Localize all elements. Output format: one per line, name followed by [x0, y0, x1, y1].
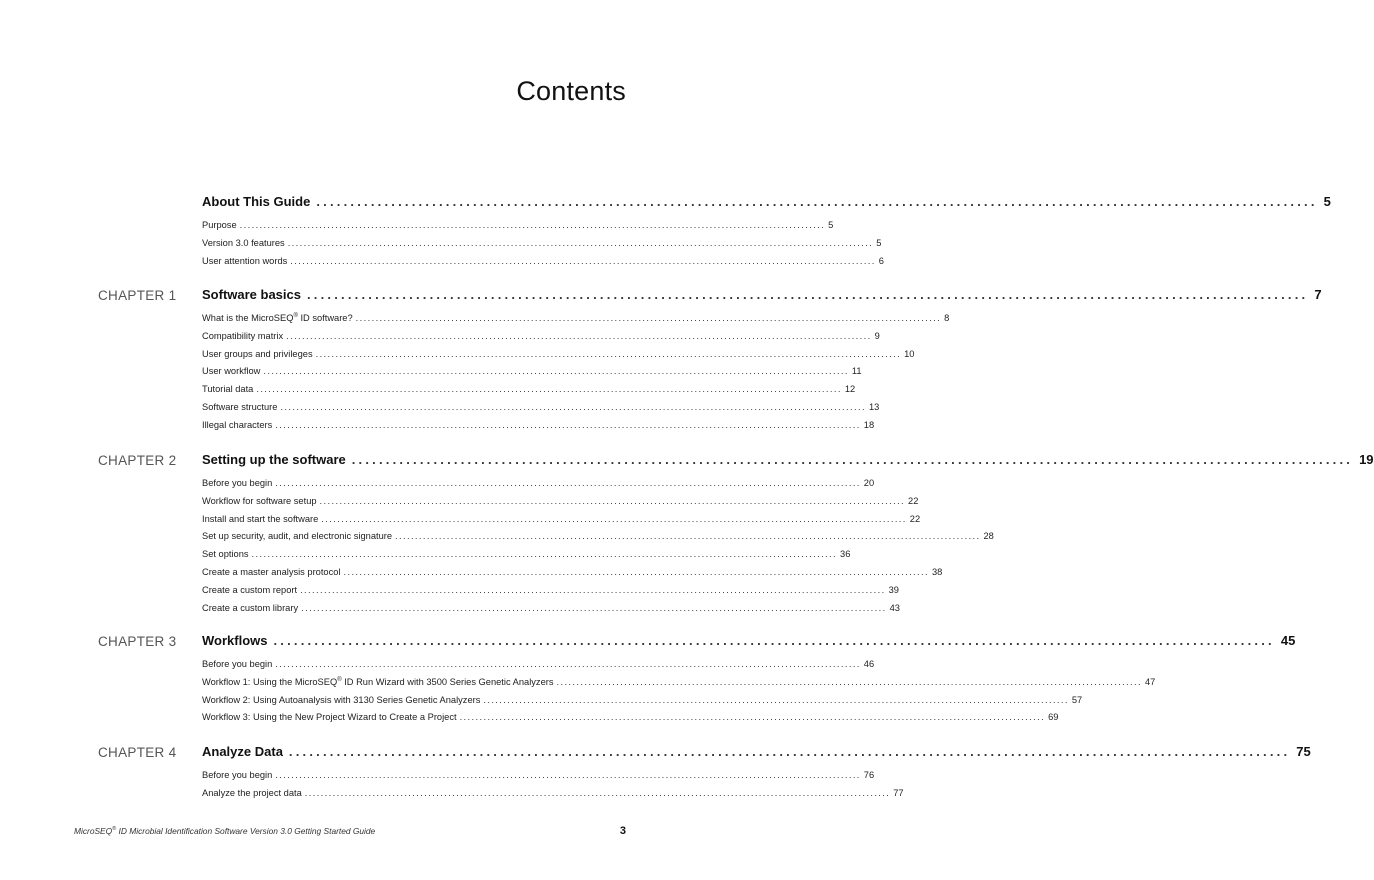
- entry-page-number: 8: [944, 313, 950, 324]
- toc-entry[interactable]: [202, 237, 882, 248]
- section-page-number: 19: [1359, 452, 1374, 467]
- dot-leader: ...................................................................................................................................................: [288, 744, 1291, 759]
- toc-entry[interactable]: [202, 584, 899, 595]
- dot-leader: ...................................................................................................................................................: [273, 633, 1275, 648]
- dot-leader: ...................................................................................................................................................: [355, 313, 942, 324]
- entry-title: User workflow: [202, 366, 261, 377]
- toc-entry[interactable]: [202, 513, 921, 524]
- dot-leader: ...................................................................................................................................................: [556, 676, 1142, 687]
- dot-leader: ...................................................................................................................................................: [286, 330, 872, 341]
- dot-leader: ...................................................................................................................................................: [275, 419, 861, 430]
- dot-leader: ...................................................................................................................................................: [280, 402, 866, 412]
- entry-page-number: 38: [931, 567, 943, 577]
- entry-page-number: 77: [893, 787, 904, 798]
- entry-title: Workflow for software setup: [202, 495, 317, 506]
- dot-leader: ...................................................................................................................................................: [395, 531, 981, 542]
- chapter-label: CHAPTER 1: [98, 288, 177, 303]
- toc-section-heading[interactable]: [202, 744, 1311, 759]
- toc-entry[interactable]: [202, 366, 862, 377]
- toc-entry[interactable]: [202, 419, 875, 430]
- entry-title: Purpose: [202, 220, 237, 230]
- entry-page-number: 5: [876, 237, 882, 248]
- entry-page-number: 57: [1071, 694, 1083, 705]
- entry-title: Workflow 3: Using the New Project Wizard to Create a Project: [202, 712, 457, 723]
- dot-leader: ...................................................................................................................................................: [343, 567, 929, 577]
- dot-leader: ...................................................................................................................................................: [263, 366, 849, 377]
- toc-entry[interactable]: [202, 567, 943, 577]
- chapter-label: CHAPTER 2: [98, 453, 177, 468]
- dot-leader: ...................................................................................................................................................: [315, 348, 902, 359]
- entry-page-number: 13: [868, 402, 880, 412]
- entry-page-number: 43: [889, 602, 900, 613]
- toc-entry[interactable]: [202, 659, 875, 669]
- entry-page-number: 22: [909, 513, 921, 524]
- entry-title: Illegal characters: [202, 419, 273, 430]
- entry-title: Install and start the software: [202, 513, 319, 524]
- entry-page-number: 76: [863, 770, 875, 780]
- entry-page-number: 9: [874, 330, 880, 341]
- page-title: Contents: [516, 76, 626, 106]
- toc-entry[interactable]: [202, 220, 834, 230]
- footer-text: MicroSEQ® ID Microbial Identification Software Version 3.0 Getting Started Guide: [74, 826, 376, 836]
- section-page-number: 5: [1323, 194, 1331, 209]
- dot-leader: ...................................................................................................................................................: [301, 602, 887, 613]
- entry-page-number: 46: [863, 659, 875, 669]
- entry-title: Set up security, audit, and electronic signature: [202, 531, 393, 542]
- toc-entry[interactable]: [202, 694, 1083, 705]
- dot-leader: ...................................................................................................................................................: [275, 659, 861, 669]
- entry-page-number: 5: [828, 220, 834, 230]
- entry-title: Analyze the project data: [202, 787, 302, 798]
- entry-page-number: 69: [1048, 712, 1059, 723]
- section-title: Workflows: [202, 633, 268, 648]
- entry-title: Before you begin: [202, 770, 273, 780]
- section-title: Analyze Data: [202, 744, 283, 759]
- entry-title: User attention words: [202, 255, 288, 266]
- section-title: About This Guide: [202, 194, 311, 209]
- toc-entry[interactable]: [202, 676, 1156, 687]
- entry-page-number: 11: [851, 366, 862, 377]
- entry-page-number: 28: [983, 531, 994, 542]
- dot-leader: ...................................................................................................................................................: [287, 237, 874, 248]
- dot-leader: ...................................................................................................................................................: [304, 787, 891, 798]
- entry-title: Create a master analysis protocol: [202, 567, 341, 577]
- chapter-label: CHAPTER 3: [98, 634, 177, 649]
- dot-leader: ...................................................................................................................................................: [483, 694, 1069, 705]
- entry-title: Set options: [202, 549, 249, 560]
- toc-entry[interactable]: [202, 549, 851, 560]
- dot-leader: ...................................................................................................................................................: [321, 513, 907, 524]
- dot-leader: ...................................................................................................................................................: [319, 495, 906, 506]
- section-page-number: 7: [1314, 287, 1322, 302]
- toc-entry[interactable]: [202, 495, 919, 506]
- page-number: 3: [619, 825, 626, 837]
- toc-entry[interactable]: [202, 770, 875, 780]
- toc-entry[interactable]: [202, 313, 950, 324]
- dot-leader: ...................................................................................................................................................: [307, 287, 1309, 302]
- toc-entry[interactable]: [202, 255, 884, 266]
- dot-leader: ...................................................................................................................................................: [351, 452, 1354, 467]
- toc-entry[interactable]: [202, 712, 1059, 723]
- toc-entry[interactable]: [202, 602, 900, 613]
- entry-title: Before you begin: [202, 659, 273, 669]
- toc-entry[interactable]: [202, 348, 915, 359]
- toc-entry[interactable]: [202, 402, 880, 412]
- dot-leader: ...................................................................................................................................................: [256, 384, 842, 395]
- entry-page-number: 12: [844, 384, 856, 395]
- toc-section-heading[interactable]: [202, 633, 1296, 648]
- dot-leader: ...................................................................................................................................................: [459, 712, 1046, 723]
- entry-title: User groups and privileges: [202, 348, 313, 359]
- toc-entry[interactable]: [202, 531, 994, 542]
- dot-leader: ...................................................................................................................................................: [316, 194, 1318, 209]
- section-page-number: 45: [1280, 633, 1296, 648]
- entry-title: Tutorial data: [202, 384, 254, 395]
- entry-title: Create a custom library: [202, 602, 299, 613]
- dot-leader: ...................................................................................................................................................: [275, 770, 861, 780]
- toc-section-heading[interactable]: [202, 287, 1322, 302]
- entry-title: Compatibility matrix: [202, 330, 284, 341]
- entry-title: What is the MicroSEQ® ID software?: [202, 313, 353, 324]
- dot-leader: ...................................................................................................................................................: [275, 478, 861, 488]
- entry-page-number: 10: [904, 348, 915, 359]
- entry-page-number: 22: [908, 495, 919, 506]
- toc-section-heading[interactable]: [202, 452, 1374, 467]
- entry-page-number: 18: [863, 419, 875, 430]
- entry-page-number: 39: [888, 584, 899, 595]
- entry-title: Workflow 2: Using Autoanalysis with 3130 Series Genetic Analyzers: [202, 694, 481, 705]
- entry-title: Workflow 1: Using the MicroSEQ® ID Run Wizard with 3500 Series Genetic Analyzers: [202, 676, 554, 687]
- entry-title: Create a custom report: [202, 584, 298, 595]
- entry-page-number: 47: [1144, 676, 1156, 687]
- entry-title: Version 3.0 features: [202, 237, 285, 248]
- toc-entry[interactable]: [202, 787, 904, 798]
- entry-page-number: 36: [840, 549, 851, 560]
- dot-leader: ...................................................................................................................................................: [300, 584, 886, 595]
- chapter-label: CHAPTER 4: [98, 745, 177, 760]
- toc-entry[interactable]: [202, 384, 856, 395]
- section-title: Software basics: [202, 287, 301, 302]
- toc-entry[interactable]: [202, 478, 875, 488]
- section-page-number: 75: [1296, 744, 1311, 759]
- dot-leader: ...................................................................................................................................................: [251, 549, 838, 560]
- entry-title: Software structure: [202, 402, 278, 412]
- toc-entry[interactable]: [202, 330, 880, 341]
- dot-leader: ...................................................................................................................................................: [290, 255, 876, 266]
- toc-section-heading[interactable]: [202, 194, 1331, 209]
- entry-page-number: 20: [863, 478, 875, 488]
- section-title: Setting up the software: [202, 452, 346, 467]
- entry-page-number: 6: [878, 255, 884, 266]
- entry-title: Before you begin: [202, 478, 273, 488]
- dot-leader: ...................................................................................................................................................: [239, 220, 826, 230]
